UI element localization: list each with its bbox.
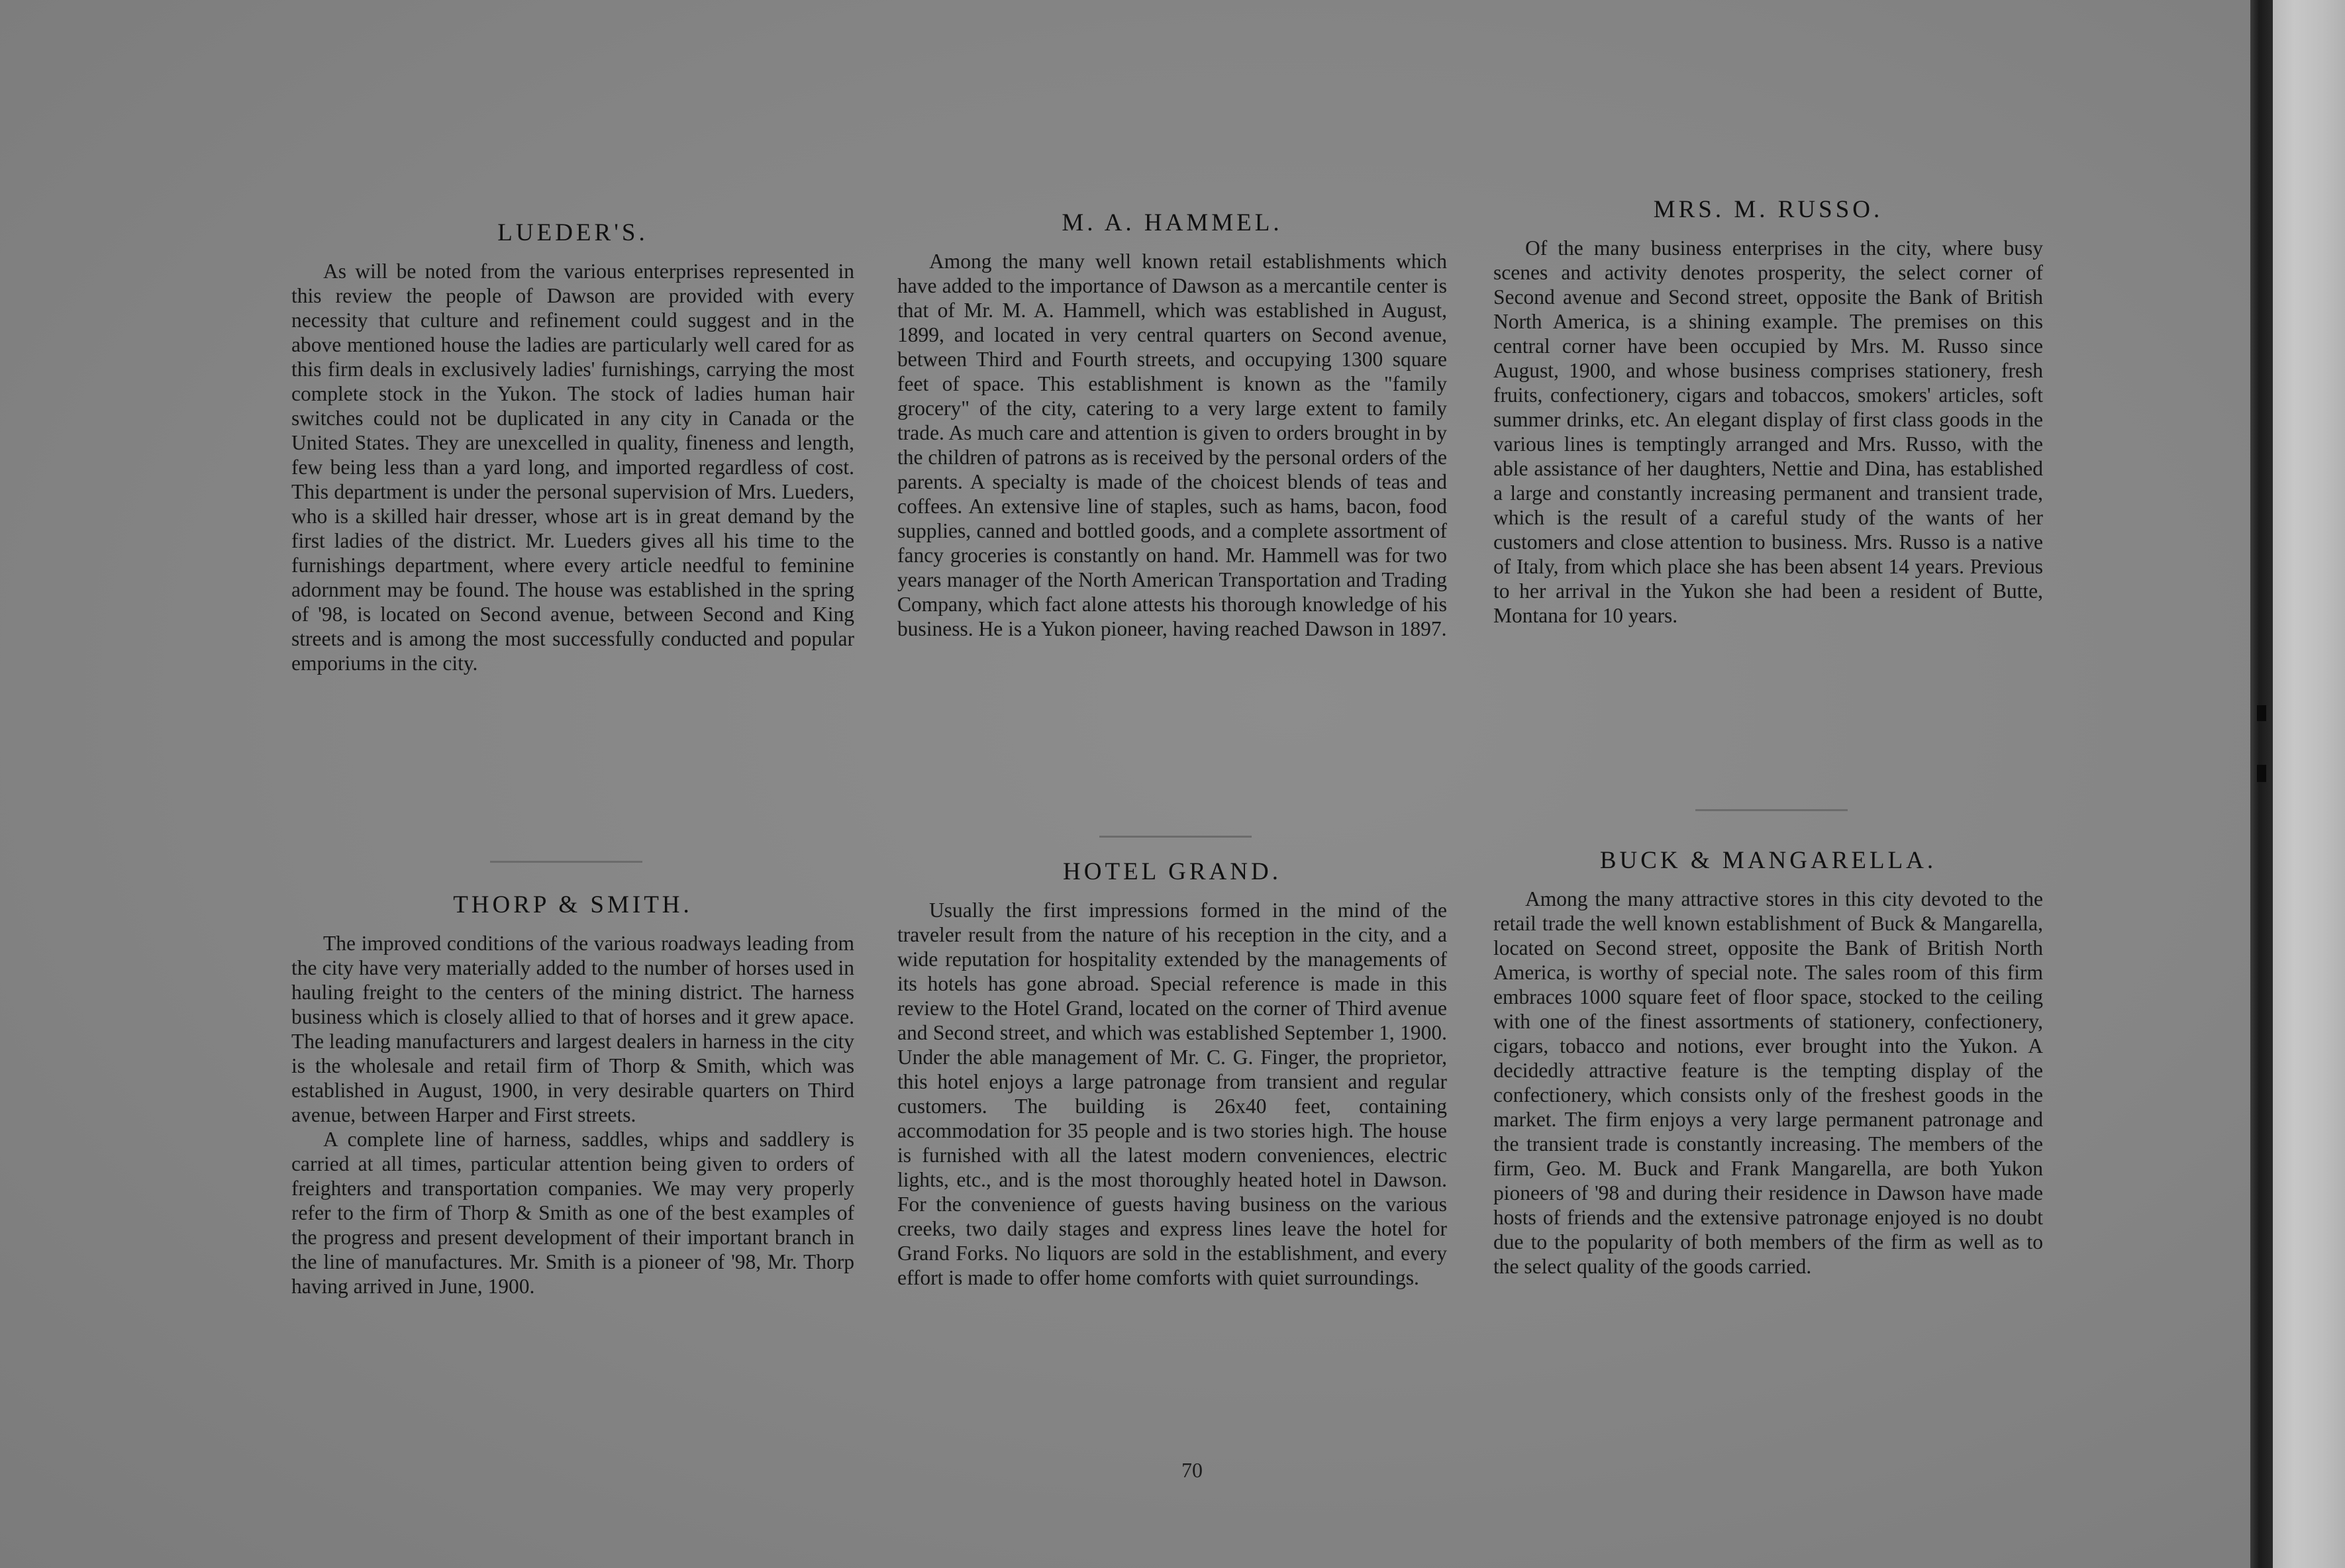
article-hotel-grand bbox=[897, 858, 1447, 1290]
column-divider-rule bbox=[1099, 836, 1252, 838]
book-page-edge bbox=[2273, 0, 2345, 1568]
article-paragraph: Among the many well known retail establishments which have added to the importance of Dawson as a mercantile center is that of Mr. M. A. Hammell, which was established in August, 1899, and located in very central quarters on Second avenue, between Third and Fourth streets, and occupying 1300 square feet of space. This establishment is known as the "family grocery" of the city, catering to a very large extent to family trade. As much care and attention is given to orders brought in by the children of patrons as is received by the personal orders of the parents. A specialty is made of the choicest blends of teas and coffees. An extensive line of staples, such as hams, bacon, food supplies, canned and bottled goods, and a complete assortment of fancy groceries is constantly on hand. Mr. Hammell was for two years manager of the North American Transportation and Trading Company, which fact alone attests his thorough knowledge of his business. He is a Yukon pioneer, having reached Dawson in 1897. bbox=[897, 250, 1447, 640]
article-title: THORP & SMITH. bbox=[453, 891, 693, 918]
article-lueders bbox=[291, 219, 854, 675]
column-divider-rule bbox=[490, 861, 642, 863]
article-buck-mangarella bbox=[1493, 846, 2043, 1279]
article-thorp-smith bbox=[291, 891, 854, 1298]
binding-mark bbox=[2257, 765, 2266, 782]
article-paragraph: As will be noted from the various enterprises represented in this review the people of Dawson are provided with every necessity that culture and refinement could suggest and in the above mentioned house the ladies are particularly well cared for as this firm deals in exclusively ladies' furnishings, carrying the most complete stock in the Yukon. The stock of ladies human hair switches could not be duplicated in any city in Canada or the United States. They are unexcelled in quality, fineness and length, few being less than a yard long, and imported regardless of cost. This department is under the personal supervision of Mrs. Lueders, who is a skilled hair dresser, whose art is in great demand by the first ladies of the district. Mr. Lueders gives all his time to the furnishings department, where every article needful to feminine adornment may be found. The house was established in the spring of '98, is located on Second avenue, between Second and King streets and is among the most successfully conducted and popular emporiums in the city. bbox=[291, 260, 854, 675]
page-number: 70 bbox=[1181, 1458, 1203, 1482]
article-title: BUCK & MANGARELLA. bbox=[1599, 847, 1937, 874]
article-title: HOTEL GRAND. bbox=[1063, 858, 1281, 885]
article-paragraph: Usually the first impressions formed in the mind of the traveler result from the nature of his reception in the city, and a wide reputation for hospitality extended by the managements of its hotels has gone abroad. Special reference is made in this review to the Hotel Grand, located on the corner of Third avenue and Second street, and which was established September 1, 1900. Under the able management of Mr. C. G. Finger, the proprietor, this hotel enjoys a large patronage from transient and regular customers. The building is 26x40 feet, containing accommodation for 35 people and is two stories high. The house is furnished with all the latest modern conveniences, electric lights, etc., and is the most thoroughly heated hotel in Dawson. For the convenience of guests having business on the various creeks, two daily stages and express lines leave the hotel for Grand Forks. No liquors are sold in the establishment, and every effort is made to offer home comforts with quiet surroundings. bbox=[897, 899, 1447, 1289]
article-russo bbox=[1493, 195, 2043, 628]
article-paragraph: Among the many attractive stores in this city devoted to the retail trade the well known establishment of Buck & Mangarella, located on Second street, opposite the Bank of British North America, is worthy of special note. The sales room of this firm embraces 1000 square feet of floor space, stocked to the ceiling with one of the finest assortments of stationery, confectionery, cigars, tobacco and notions, ever brought into the Yukon. A decidedly attractive feature is the tempting display of the confectionery, which consists only of the freshest goods in the market. The firm enjoys a very large permanent patronage and the transient trade is constantly increasing. The members of the firm, Geo. M. Buck and Frank Mangarella, are both Yukon pioneers of '98 and during their residence in Dawson have made hosts of friends and the extensive patronage enjoyed is no doubt due to the popularity of both members of the firm as well as to the select quality of the goods carried. bbox=[1493, 887, 2043, 1278]
article-title: M. A. HAMMEL. bbox=[1062, 209, 1283, 236]
article-title: MRS. M. RUSSO. bbox=[1653, 196, 1883, 223]
article-paragraph: Of the many business enterprises in the city, where busy scenes and activity denotes prosperity, the select corner of Second avenue and Second street, opposite the Bank of British North America, is a shining example. The premises on this central corner have been occupied by Mrs. M. Russo since August, 1900, and whose business comprises stationery, fresh fruits, confectionery, cigars and tobaccos, smokers' articles, soft summer drinks, etc. An elegant display of first class goods in the various lines is temptingly arranged and Mrs. Russo, with the able assistance of her daughters, Nettie and Dina, has established a large and constantly increasing permanent and transient trade, which is the result of a careful study of the wants of her customers and close attention to business. Mrs. Russo is a native of Italy, from which place she has been absent 14 years. Previous to her arrival in the Yukon she had been a resident of Butte, Montana for 10 years. bbox=[1493, 236, 2043, 627]
article-paragraph: A complete line of harness, saddles, whips and saddlery is carried at all times, particular attention being given to orders of freighters and transportation companies. We may very properly refer to the firm of Thorp & Smith as one of the best examples of the progress and present development of their important branch in the line of manufactures. Mr. Smith is a pioneer of '98, Mr. Thorp having arrived in June, 1900. bbox=[291, 1128, 854, 1298]
book-spine-shadow bbox=[2250, 0, 2273, 1568]
article-title: LUEDER'S. bbox=[497, 219, 648, 246]
article-hammel bbox=[897, 209, 1447, 641]
column-divider-rule bbox=[1695, 809, 1848, 811]
binding-mark bbox=[2257, 705, 2266, 721]
article-paragraph: The improved conditions of the various roadways leading from the city have very materially added to the number of horses used in hauling freight to the centers of the mining district. The harness business which is closely allied to that of horses and it grew apace. The leading manufacturers and largest dealers in harness in the city is the wholesale and retail firm of Thorp & Smith, which was established in August, 1900, in very desirable quarters on Third avenue, between Harper and First streets. bbox=[291, 932, 854, 1126]
